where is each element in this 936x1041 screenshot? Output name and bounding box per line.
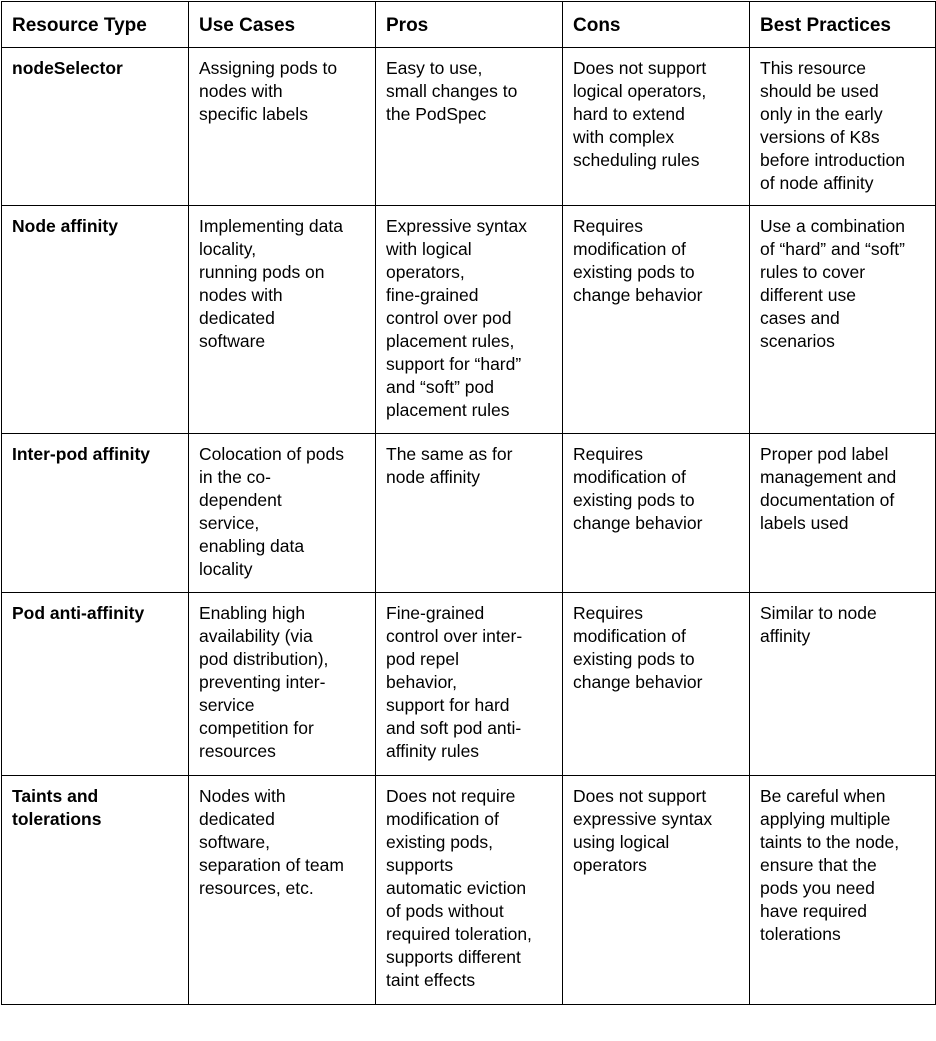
cell-text-line: support for hard [386, 695, 510, 715]
cell-text-line: modification of [573, 626, 686, 646]
cell-text-line: scenarios [760, 331, 835, 351]
cell-text-line: Pod anti-affinity [12, 603, 145, 623]
cell-text-line: Fine-grained [386, 603, 485, 623]
cell-text-line: software [199, 331, 266, 351]
cell-text-line: existing pods to [573, 490, 695, 510]
cell-text-line: tolerations [12, 809, 102, 829]
cell-text-line: running pods on [199, 262, 325, 282]
header-cons: Cons [563, 2, 750, 48]
cell-text-line: control over pod [386, 308, 512, 328]
cell-use-cases [189, 206, 376, 434]
cell-text-line: with logical [386, 239, 472, 259]
cell-text-line: Be careful when [760, 786, 886, 806]
cell-text-line: This resource [760, 58, 867, 78]
cell-text-line: Nodes with [199, 786, 286, 806]
cell-text-line: placement rules, [386, 331, 515, 351]
cell-text-line: nodeSelector [12, 58, 123, 78]
cell-text-line: operators, [386, 262, 465, 282]
header-resource-type: Resource Type [2, 2, 189, 48]
cell-best-practices [750, 48, 936, 206]
cell-use-cases [189, 776, 376, 1005]
cell-text-line: existing pods to [573, 262, 695, 282]
cell-text-line: scheduling rules [573, 150, 700, 170]
cell-pros [376, 434, 563, 593]
table-row [2, 206, 936, 434]
header-use-cases: Use Cases [189, 2, 376, 48]
table-row [2, 776, 936, 1005]
cell-text-line: rules to cover [760, 262, 866, 282]
cell-best-practices [750, 206, 936, 434]
cell-text-line: ensure that the [760, 855, 877, 875]
cell-text-line: Implementing data [199, 216, 343, 236]
cell-text-line: and “soft” pod [386, 377, 494, 397]
cell-text-line: node affinity [386, 467, 481, 487]
cell-text-line: using logical [573, 832, 670, 852]
cell-text-line: affinity [760, 626, 811, 646]
cell-text-line: specific labels [199, 104, 308, 124]
cell-text-line: the PodSpec [386, 104, 487, 124]
cell-text-line: Requires [573, 444, 644, 464]
cell-resource-type [2, 206, 189, 434]
cell-text-line: existing pods, [386, 832, 494, 852]
cell-text-line: should be used [760, 81, 879, 101]
cell-text-line: service [199, 695, 255, 715]
cell-text-line: The same as for [386, 444, 513, 464]
cell-text-line: Node affinity [12, 216, 118, 236]
cell-text-line: required toleration, [386, 924, 532, 944]
cell-text-line: operators [573, 855, 647, 875]
cell-text-line: competition for [199, 718, 314, 738]
cell-cons [563, 434, 750, 593]
table-row [2, 434, 936, 593]
cell-text-line: Colocation of pods [199, 444, 344, 464]
cell-text-line: control over inter- [386, 626, 523, 646]
cell-text-line: cases and [760, 308, 840, 328]
cell-text-line: only in the early [760, 104, 883, 124]
cell-text-line: service, [199, 513, 260, 533]
cell-text-line: dependent [199, 490, 282, 510]
cell-text-line: software, [199, 832, 270, 852]
cell-text-line: behavior, [386, 672, 458, 692]
cell-text-line: Proper pod label [760, 444, 889, 464]
cell-text-line: locality, [199, 239, 257, 259]
cell-text-line: change behavior [573, 285, 703, 305]
cell-text-line: support for “hard” [386, 354, 522, 374]
cell-text-line: with complex [573, 127, 675, 147]
cell-text-line: logical operators, [573, 81, 707, 101]
cell-text-line: hard to extend [573, 104, 685, 124]
cell-text-line: Assigning pods to [199, 58, 338, 78]
cell-use-cases [189, 593, 376, 776]
cell-text-line: supports different [386, 947, 521, 967]
cell-text-line: availability (via [199, 626, 313, 646]
cell-text-line: Use a combination [760, 216, 905, 236]
cell-text-line: tolerations [760, 924, 841, 944]
cell-text-line: change behavior [573, 513, 703, 533]
cell-resource-type [2, 776, 189, 1005]
cell-text-line: applying multiple [760, 809, 891, 829]
cell-text-line: resources, etc. [199, 878, 314, 898]
cell-text-line: enabling data [199, 536, 305, 556]
cell-resource-type [2, 593, 189, 776]
cell-text-line: Inter-pod affinity [12, 444, 151, 464]
cell-text-line: automatic eviction [386, 878, 527, 898]
cell-resource-type [2, 48, 189, 206]
cell-text-line: change behavior [573, 672, 703, 692]
cell-text-line: of pods without [386, 901, 504, 921]
cell-text-line: affinity rules [386, 741, 480, 761]
cell-text-line: documentation of [760, 490, 895, 510]
cell-text-line: taints to the node, [760, 832, 900, 852]
cell-cons [563, 593, 750, 776]
cell-text-line: fine-grained [386, 285, 479, 305]
cell-text-line: pod repel [386, 649, 459, 669]
resource-comparison-table [1, 1, 936, 1005]
cell-text-line: versions of K8s [760, 127, 880, 147]
cell-cons [563, 206, 750, 434]
cell-text-line: Enabling high [199, 603, 306, 623]
header-row [2, 2, 936, 48]
cell-resource-type [2, 434, 189, 593]
cell-text-line: of “hard” and “soft” [760, 239, 905, 259]
cell-pros [376, 593, 563, 776]
cell-cons [563, 48, 750, 206]
cell-text-line: modification of [573, 239, 686, 259]
cell-text-line: management and [760, 467, 897, 487]
cell-text-line: Similar to node [760, 603, 877, 623]
cell-pros [376, 48, 563, 206]
cell-text-line: dedicated [199, 308, 275, 328]
header-best-practices: Best Practices [750, 2, 936, 48]
cell-text-line: existing pods to [573, 649, 695, 669]
cell-use-cases [189, 434, 376, 593]
cell-text-line: in the co- [199, 467, 271, 487]
cell-text-line: pods you need [760, 878, 875, 898]
cell-pros [376, 776, 563, 1005]
cell-text-line: before introduction [760, 150, 905, 170]
cell-text-line: resources [199, 741, 276, 761]
cell-best-practices [750, 776, 936, 1005]
cell-text-line: modification of [386, 809, 499, 829]
cell-text-line: different use [760, 285, 856, 305]
cell-text-line: nodes with [199, 285, 283, 305]
cell-use-cases [189, 48, 376, 206]
cell-text-line: labels used [760, 513, 849, 533]
cell-text-line: small changes to [386, 81, 518, 101]
cell-text-line: Does not require [386, 786, 516, 806]
cell-text-line: of node affinity [760, 173, 874, 193]
cell-text-line: Expressive syntax [386, 216, 528, 236]
cell-text-line: have required [760, 901, 868, 921]
table-row [2, 593, 936, 776]
cell-best-practices [750, 593, 936, 776]
cell-text-line: supports [386, 855, 454, 875]
cell-text-line: Does not support [573, 58, 707, 78]
cell-text-line: placement rules [386, 400, 510, 420]
cell-pros [376, 206, 563, 434]
table-row [2, 48, 936, 206]
cell-text-line: taint effects [386, 970, 476, 990]
cell-text-line: Does not support [573, 786, 707, 806]
cell-text-line: and soft pod anti- [386, 718, 522, 738]
cell-text-line: Taints and [12, 786, 99, 806]
cell-best-practices [750, 434, 936, 593]
header-pros: Pros [376, 2, 563, 48]
cell-text-line: Easy to use, [386, 58, 483, 78]
cell-text-line: separation of team [199, 855, 344, 875]
cell-text-line: Requires [573, 603, 644, 623]
cell-text-line: preventing inter- [199, 672, 326, 692]
cell-text-line: Requires [573, 216, 644, 236]
cell-text-line: nodes with [199, 81, 283, 101]
cell-text-line: expressive syntax [573, 809, 713, 829]
cell-text-line: locality [199, 559, 253, 579]
cell-text-line: modification of [573, 467, 686, 487]
cell-cons [563, 776, 750, 1005]
cell-text-line: pod distribution), [199, 649, 329, 669]
cell-text-line: dedicated [199, 809, 275, 829]
